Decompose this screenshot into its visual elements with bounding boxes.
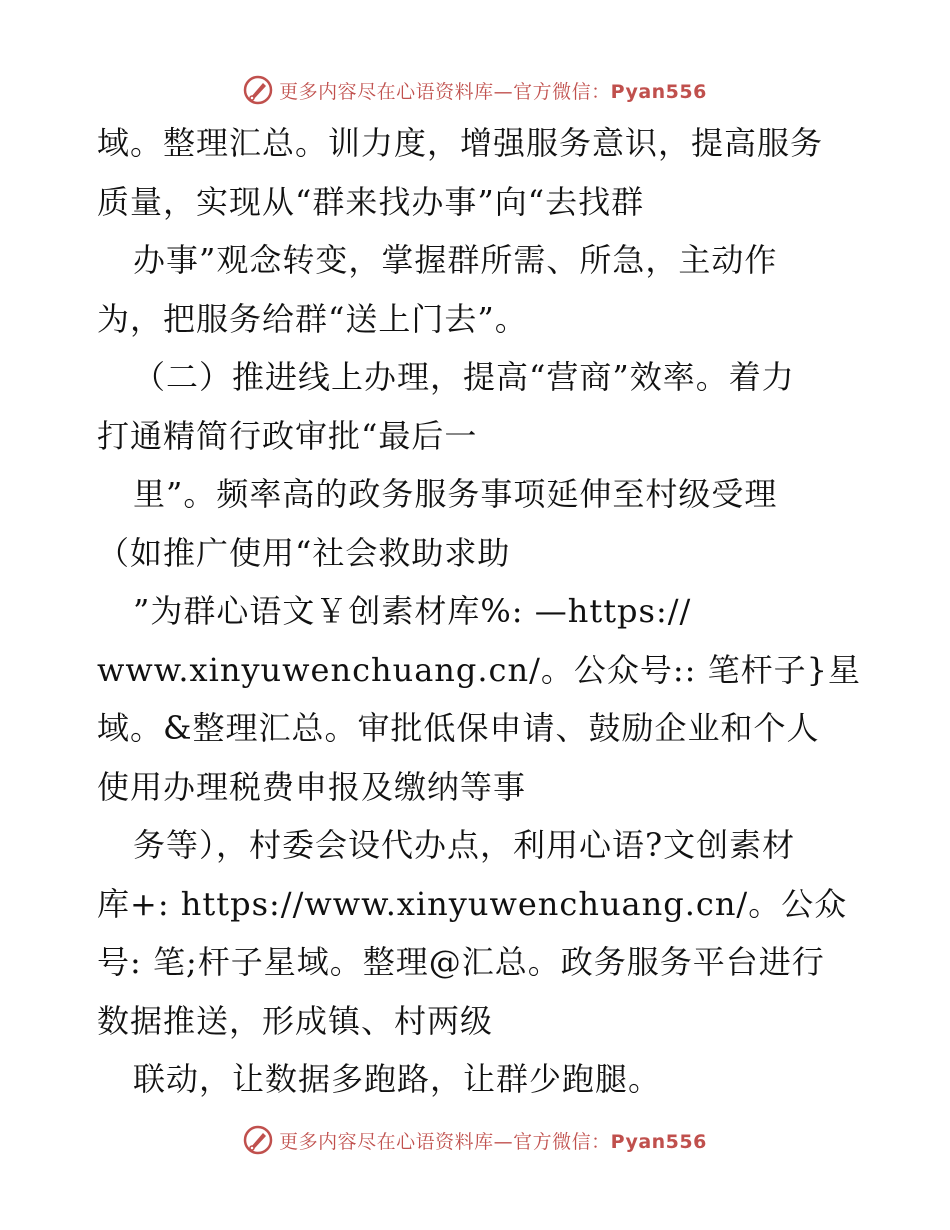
text-line: 使用办理税费申报及缴纳等事 xyxy=(97,767,527,806)
watermark-text: 更多内容尽在心语资料库—官方微信：Pyan556 xyxy=(279,80,707,103)
text-line: 库+: https://www.xinyuwenchuang.cn/。公众 xyxy=(97,884,848,923)
text-line: 质量，实现从“群来找办事”向“去找群 xyxy=(97,182,645,221)
text-line: 为，把服务给群“送上门去”。 xyxy=(97,299,528,338)
watermark-text: 更多内容尽在心语资料库—官方微信：Pyan556 xyxy=(279,1130,707,1153)
text-line: 务等），村委会设代办点，利用心语?文创素材 xyxy=(133,826,796,864)
document-body xyxy=(97,114,861,1109)
footer-watermark xyxy=(0,1120,950,1160)
text-line: 办事”观念转变，掌握群所需、所急，主动作 xyxy=(133,241,778,279)
text-line: 域。&整理汇总。审批低保申请、鼓励企业和个人 xyxy=(97,709,820,747)
header-watermark xyxy=(0,70,950,110)
quill-pen-logo-icon xyxy=(243,1125,273,1155)
text-line: www.xinyuwenchuang.cn/。公众号:: 笔杆子}星 xyxy=(97,650,861,689)
text-line: 里”。频率高的政务服务事项延伸至村级受理 xyxy=(133,475,778,513)
text-line: （二）推进线上办理，提高“营商”效率。着力 xyxy=(133,358,795,396)
text-line: 数据推送，形成镇、村两级 xyxy=(97,1001,494,1040)
quill-pen-logo-icon xyxy=(243,75,273,105)
text-line: 联动，让数据多跑路，让群少跑腿。 xyxy=(133,1060,662,1098)
text-line: 号: 笔;杆子星域。整理@汇总。政务服务平台进行 xyxy=(97,943,825,981)
text-line: 域。整理汇总。训力度，增强服务意识，提高服务 xyxy=(97,124,824,162)
text-line: ”为群心语文￥创素材库%: —https:// xyxy=(133,592,692,630)
text-line: （如推广使用“社会救助求助 xyxy=(97,533,511,572)
text-line: 打通精简行政审批“最后一 xyxy=(97,416,478,455)
